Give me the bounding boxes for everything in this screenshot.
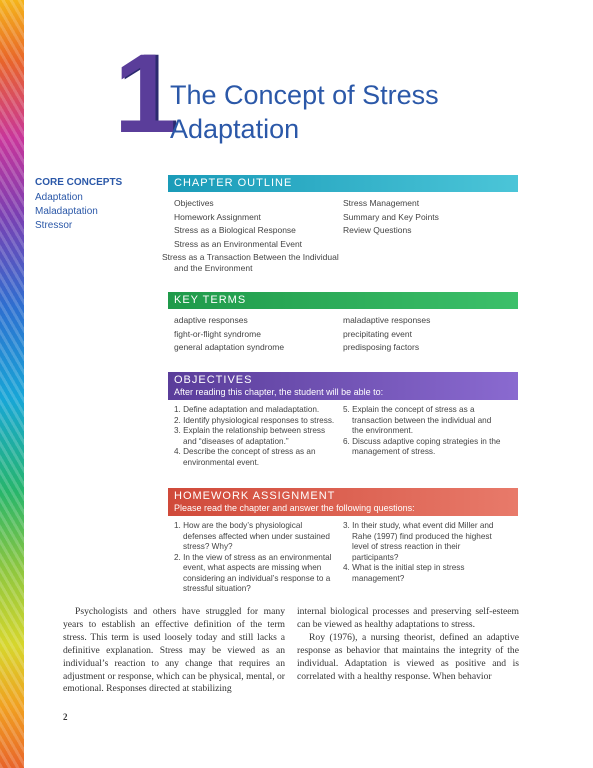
- chapter-title-line2: Adaptation: [170, 114, 300, 144]
- outline-item: Objectives: [174, 198, 214, 208]
- key-terms-col-1: [174, 314, 343, 355]
- objective-item: 3. Explain the relationship between stress and “diseases of adaptation.”: [174, 426, 326, 446]
- outline-col-2: [343, 197, 512, 273]
- key-term: precipitating event: [343, 328, 412, 339]
- key-term: predisposing factors: [343, 342, 420, 352]
- objectives-title: OBJECTIVES: [174, 374, 253, 386]
- homework-title: HOMEWORK ASSIGNMENT: [174, 490, 336, 502]
- homework-question: 1. How are the body’s physiological defenses affected when under sustained stress? Why?: [174, 521, 330, 551]
- key-term: maladaptive responses: [343, 315, 431, 325]
- chapter-title-line1: The Concept of Stress: [170, 80, 439, 110]
- key-term: adaptive responses: [174, 315, 248, 325]
- objective-item: 4. Describe the concept of stress as an environmental event.: [174, 447, 316, 467]
- key-term: fight-or-flight syndrome: [174, 328, 261, 339]
- homework-question: 4. What is the initial step in stress management?: [343, 563, 465, 583]
- chapter-title: [170, 78, 500, 146]
- objective-item: 5. Explain the concept of stress as a transaction between the individual and the environment.: [343, 405, 492, 435]
- objective-item: 1. Define adaptation and maladaptation.: [174, 405, 320, 414]
- objectives-header: [168, 372, 518, 400]
- body-col-2: [297, 606, 519, 696]
- core-concepts-header: CORE CONCEPTS: [35, 177, 123, 188]
- body-paragraph: Roy (1976), a nursing theorist, defined an adaptive response as behavior that maintains the integrity of the individual. Adaptation is viewed as positive and is correlated with a healthy response. When behavior: [297, 631, 519, 682]
- outline-item: Summary and Key Points: [343, 211, 439, 222]
- outline-item: Review Questions: [343, 225, 412, 235]
- body-text: [63, 606, 519, 696]
- objective-item: 6. Discuss adaptive coping strategies in the management of stress.: [343, 436, 501, 456]
- homework-question: 3. In their study, what event did Miller and Rahe (1997) find produced the highest level of stress reaction in their participants?: [343, 521, 494, 562]
- objective-item: 2. Identify physiological responses to stress.: [174, 415, 335, 425]
- homework-box: [168, 488, 518, 595]
- key-terms-header: KEY TERMS: [168, 292, 518, 309]
- key-term: general adaptation syndrome: [174, 342, 285, 352]
- page-number: 2: [63, 712, 68, 722]
- key-terms-box: [168, 292, 518, 355]
- core-concept-item: Stressor: [35, 220, 73, 231]
- objectives-box: [168, 372, 518, 468]
- outline-item: Homework Assignment: [174, 211, 261, 222]
- homework-header: [168, 488, 518, 516]
- outline-col-1: [162, 197, 343, 273]
- core-concept-item: Maladaptation: [35, 206, 98, 217]
- key-terms-col-2: [343, 314, 512, 355]
- decorative-swirl-border: [0, 0, 24, 768]
- homework-subheader: Please read the chapter and answer the following questions:: [174, 503, 415, 513]
- body-paragraph: Psychologists and others have struggled for many years to establish an effective definition of the term stress. This term is used loosely today and still lacks a definitive explanation. Stress may be viewed as an individual’s reaction to any change that requires an adjustment or response, which can be physical, mental, or emotional. Responses directed at stabilizing: [63, 606, 285, 695]
- objectives-col-2: [343, 405, 512, 468]
- homework-col-2: [343, 521, 512, 595]
- chapter-number: 1: [114, 31, 173, 156]
- homework-col-1: [174, 521, 343, 595]
- homework-question: 2. In the view of stress as an environmental event, what aspects are missing when considering an individual’s response to a stressful situation?: [174, 552, 332, 593]
- outline-item: Stress as a Transaction Between the Individual and the Environment: [162, 252, 339, 273]
- body-paragraph: internal biological processes and preserving self-esteem can be viewed as healthy adaptations to stress.: [297, 606, 519, 630]
- core-concepts: [35, 176, 122, 233]
- outline-item: Stress as a Biological Response: [174, 225, 296, 235]
- outline-item: Stress as an Environmental Event: [174, 238, 303, 249]
- chapter-outline-header: CHAPTER OUTLINE: [168, 175, 518, 192]
- outline-item: Stress Management: [343, 198, 420, 208]
- chapter-outline-box: [162, 175, 518, 273]
- objectives-subheader: After reading this chapter, the student will be able to:: [174, 387, 384, 397]
- body-col-1: [63, 606, 285, 696]
- objectives-col-1: [174, 405, 343, 468]
- core-concept-item: Adaptation: [35, 192, 83, 203]
